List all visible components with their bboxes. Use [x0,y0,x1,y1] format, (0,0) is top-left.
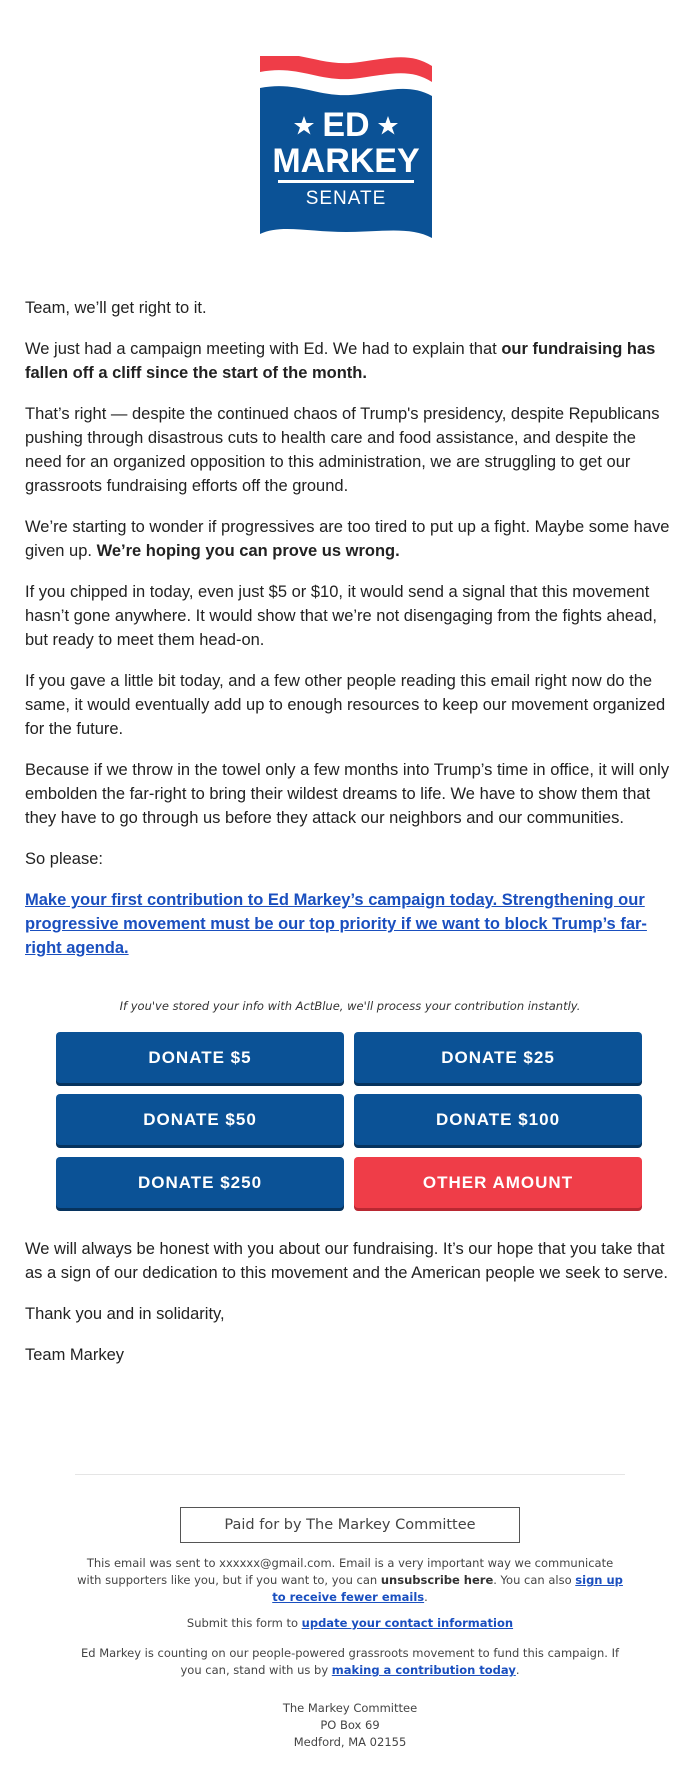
donate-250-button[interactable]: DONATE $250 [56,1157,344,1208]
closing-salutation: Thank you and in solidarity, [25,1305,225,1323]
ed-markey-senate-logo [260,56,432,238]
footer-address [75,1700,625,1751]
donate-50-button[interactable]: DONATE $50 [56,1094,344,1145]
update-contact-link[interactable]: update your contact information [301,1616,514,1630]
logo-markey-text: MARKEY [272,142,420,180]
closing-signature: Team Markey [25,1346,125,1364]
logo-senate-text: SENATE [305,188,387,209]
paragraph-5: If you chipped in today, even just $5 or $10, it would send a signal that this movement hasn’t gone anywhere. It would show that we’re not disengaging from the fights ahead, but ready to meet them head-on. [25,583,657,649]
paragraph-7: Because if we throw in the towel only a few months into Trump’s time in office, it will only embolden the far-right to bring their wildest dreams to life. We have to show them that they have to go through us before they attack our neighbors and our communities. [25,761,670,827]
paragraph-2: We just had a campaign meeting with Ed. We had to explain that our fundraising has fallen off a cliff since the start of the month. [25,340,656,382]
donate-5-button[interactable]: DONATE $5 [56,1032,344,1083]
contribution-cta-link[interactable]: Make your first contribution to Ed Markey’s campaign today. Strengthening our progressive movement must be our top priority if we want to block Trump’s far-right agenda. [25,891,647,957]
donate-25-button[interactable]: DONATE $25 [354,1032,642,1083]
address-name: The Markey Committee [282,1701,418,1715]
paragraph-8: So please: [25,850,103,868]
address-city: Medford, MA 02155 [293,1735,407,1749]
footer-sent-notice: This email was sent to xxxxxx@gmail.com. Email is a very important way we communicate with supporters like you, but if you want to, you can unsubscribe here. You can also sign up to receive fewer emails. [77,1556,623,1604]
make-contribution-link[interactable]: making a contribution today [331,1663,516,1677]
paragraph-3: That’s right — despite the continued chaos of Trump's presidency, despite Republicans pushing through disastrous cuts to health care and food assistance, and despite the need for an organized opposition to this administration, we are struggling to get our grassroots fundraising efforts off the ground. [25,405,660,495]
paid-for-box: Paid for by The Markey Committee [180,1507,520,1543]
paragraph-4: We’re starting to wonder if progressives are too tired to put up a fight. Maybe some have given up. We’re hoping you can prove us wrong. [25,518,670,560]
email-closing [25,1237,675,1384]
footer-update-info: Submit this form to update your contact information [186,1616,514,1630]
paragraph-1: Team, we’ll get right to it. [25,299,207,317]
email-body [25,296,675,977]
actblue-note: If you've stored your info with ActBlue, we'll process your contribution instantly. [119,999,581,1013]
logo-ed-text: ED [322,106,370,144]
fewer-emails-link[interactable]: sign up to receive fewer emails [272,1573,623,1604]
footer-counting-notice: Ed Markey is counting on our people-powered grassroots movement to fund this campaign. If you can, stand with us by making a contribution today. [80,1646,620,1677]
unsubscribe-link[interactable]: unsubscribe here [380,1573,494,1587]
address-po-box: PO Box 69 [320,1718,380,1732]
paragraph-6: If you gave a little bit today, and a few other people reading this email right now do the same, it would eventually add up to enough resources to keep our movement organized for the future. [25,672,666,738]
other-amount-button[interactable]: OTHER AMOUNT [354,1157,642,1208]
closing-paragraph: We will always be honest with you about our fundraising. It’s our hope that you take that as a sign of our dedication to this movement and the American people we seek to serve. [25,1240,668,1282]
footer-divider [75,1474,625,1475]
donate-100-button[interactable]: DONATE $100 [354,1094,642,1145]
